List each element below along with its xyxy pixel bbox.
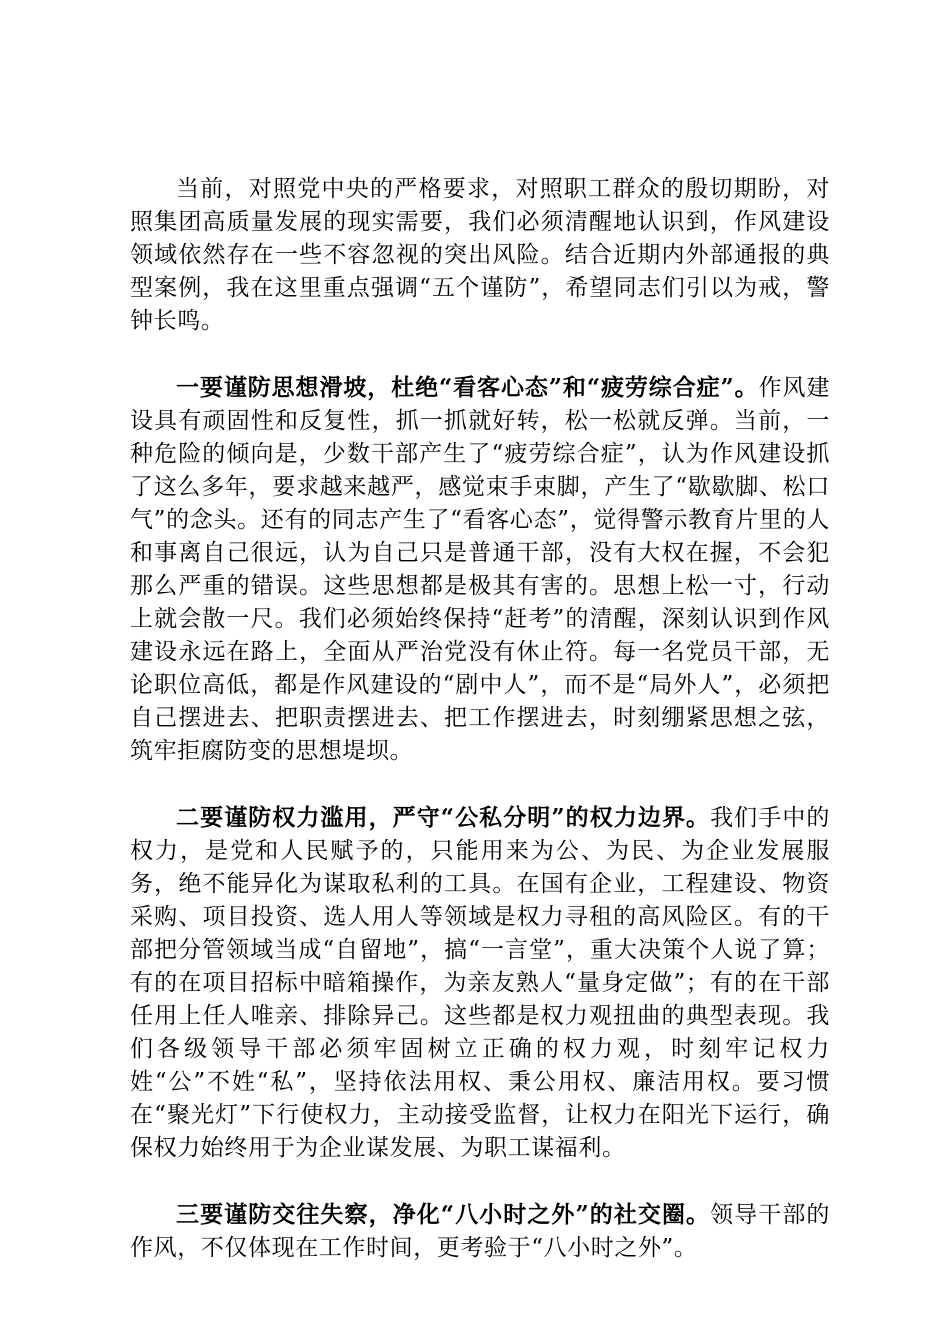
paragraph-text: 我们手中的权力，是党和人民赋予的，只能用来为公、为民、为企业发展服务，绝不能异化为谋取私利的工具。在国有企业，工程建设、物资采购、项目投资、选人用人等领域是权力寻租的高风险区。有的干部把分管领域当成“自留地”，搞“一言堂”，重大决策个人说了算；有的在项目招标中暗箱操作，为亲友熟人“量身定做”；有的在干部任用上任人唯亲、排除异己。这些都是权力观扭曲的典型表现。我们各级领导干部必须牢固树立正确的权力观，时刻牢记权力姓“公”不姓“私”，坚持依法用权、秉公用权、廉洁用权。要习惯在“聚光灯”下行使权力，主动接受监督，让权力在阳光下运行，确保权力始终用于为企业谋发展、为职工谋福利。 bbox=[130, 805, 830, 1161]
paragraph-intro bbox=[130, 172, 830, 338]
paragraph-guard-3 bbox=[130, 1198, 830, 1265]
paragraph-guard-1 bbox=[130, 371, 830, 768]
paragraph-lead: 二要谨防权力滥用，严守“公私分明”的权力边界。 bbox=[176, 804, 711, 831]
paragraph-text: 领导干部的作风，不仅体现在工作时间，更考验于“八小时之外”。 bbox=[130, 1202, 830, 1261]
paragraph-text: 当前，对照党中央的严格要求，对照职工群众的殷切期盼，对照集团高质量发展的现实需要，我们必须清醒地认识到，作风建设领域依然存在一些不容忽视的突出风险。结合近期内外部通报的典型案例，我在这里重点强调“五个谨防”，希望同志们引以为戒，警钟长鸣。 bbox=[130, 176, 830, 334]
document-page bbox=[130, 172, 830, 1298]
paragraph-text: 作风建设具有顽固性和反复性，抓一抓就好转，松一松就反弹。当前，一种危险的倾向是，少数干部产生了“疲劳综合症”，认为作风建设抓了这么多年，要求越来越严，感觉束手束脚，产生了“歇歇脚、松口气”的念头。还有的同志产生了“看客心态”，觉得警示教育片里的人和事离自己很远，认为自己只是普通干部，没有大权在握，不会犯那么严重的错误。这些思想都是极其有害的。思想上松一寸，行动上就会散一尺。我们必须始终保持“赶考”的清醒，深刻认识到作风建设永远在路上，全面从严治党没有休止符。每一名党员干部，无论职位高低，都是作风建设的“剧中人”，而不是“局外人”，必须把自己摆进去、把职责摆进去、把工作摆进去，时刻绷紧思想之弦，筑牢拒腐防变的思想堤坝。 bbox=[130, 375, 830, 764]
paragraph-guard-2 bbox=[130, 801, 830, 1165]
paragraph-lead: 三要谨防交往失察，净化“八小时之外”的社交圈。 bbox=[176, 1201, 711, 1228]
paragraph-lead: 一要谨防思想滑坡，杜绝“看客心态”和“疲劳综合症”。 bbox=[176, 374, 759, 401]
